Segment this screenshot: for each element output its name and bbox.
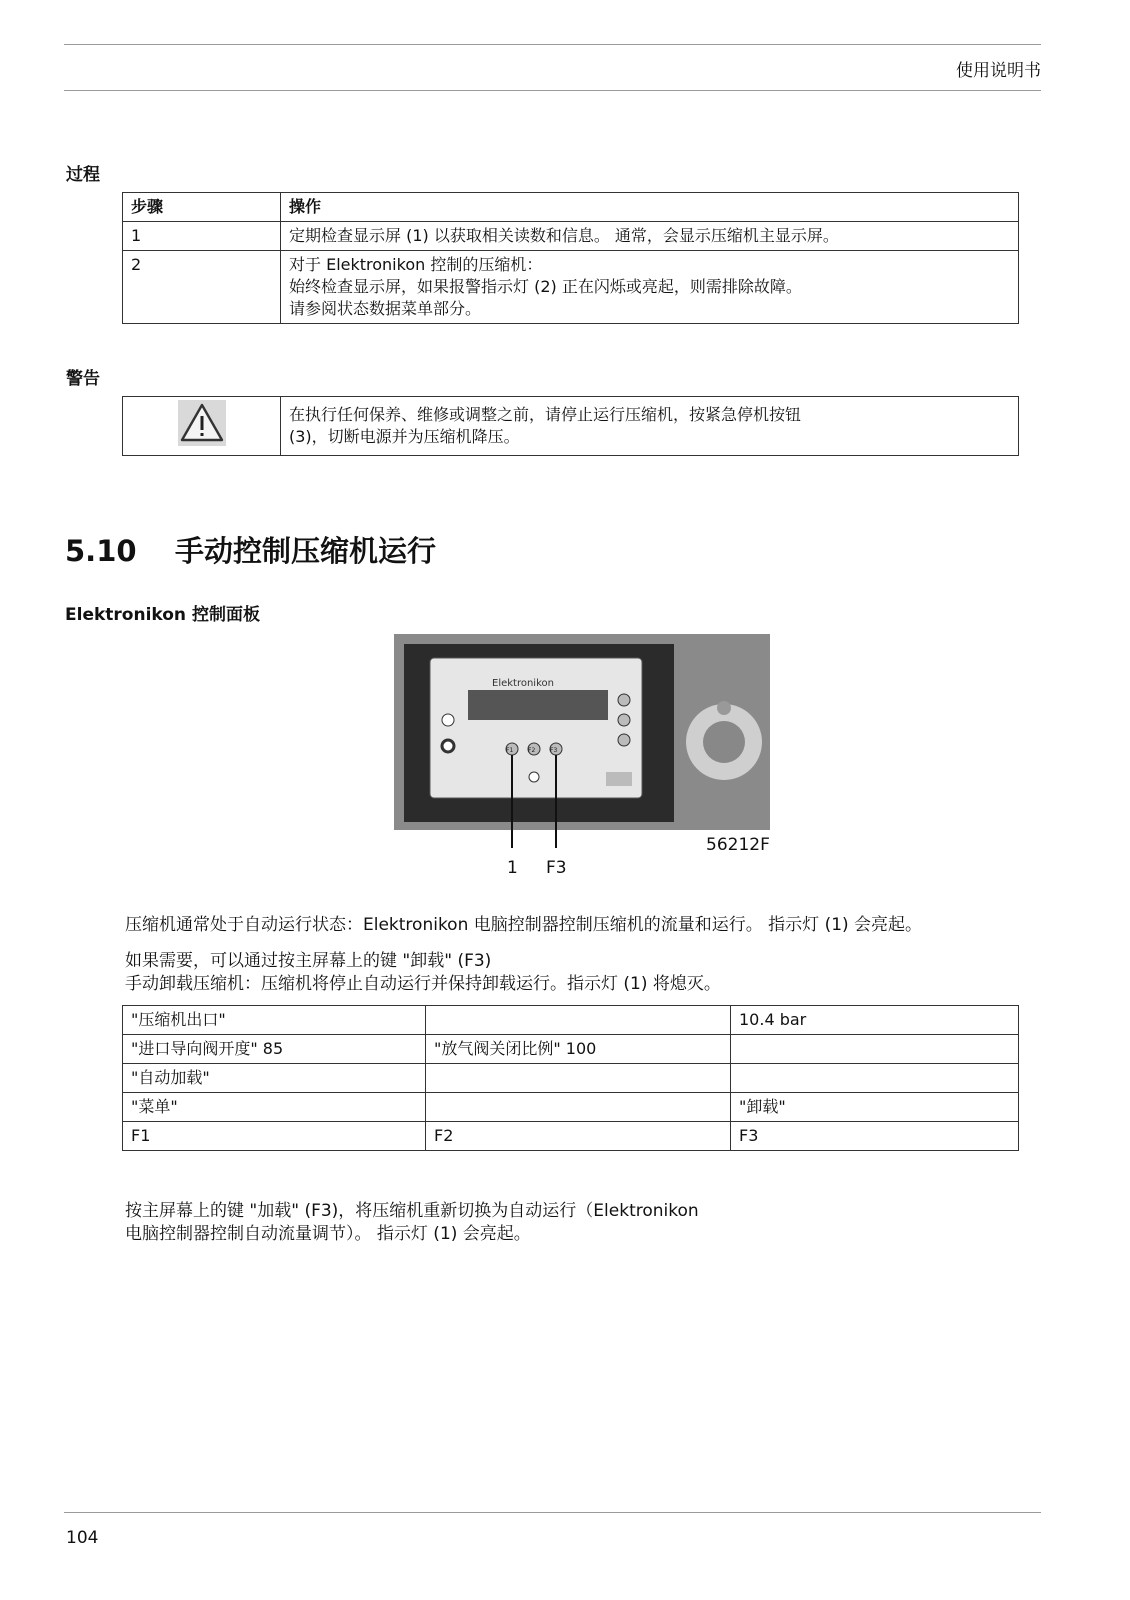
warning-text: (3)，切断电源并为压缩机降压。 xyxy=(289,427,520,446)
header-bottom-rule xyxy=(64,90,1041,91)
paragraph xyxy=(125,950,721,996)
figure-id: 56212F xyxy=(706,835,770,855)
table-row xyxy=(123,1035,1019,1064)
table-cell: 10.4 bar xyxy=(731,1006,1019,1035)
panel-key-f1: F1 xyxy=(506,747,514,754)
paragraph: 压缩机通常处于自动运行状态：Elektronikon 电脑控制器控制压缩机的流量和运行。 指示灯 (1) 会亮起。 xyxy=(125,915,923,935)
table-cell: F3 xyxy=(731,1122,1019,1151)
table-cell xyxy=(731,1035,1019,1064)
table-row xyxy=(123,1093,1019,1122)
footer-rule xyxy=(64,1512,1041,1513)
table-cell: "菜单" xyxy=(123,1093,426,1122)
callout-1: 1 xyxy=(507,858,518,878)
step-number: 2 xyxy=(123,251,281,324)
procedure-table xyxy=(122,192,1019,324)
action-text: 始终检查显示屏，如果报警指示灯 (2) 正在闪烁或亮起，则需排除故障。 xyxy=(289,277,802,296)
action-text: 定期检查显示屏 (1) 以获取相关读数和信息。 通常，会显示压缩机主显示屏。 xyxy=(289,226,839,245)
table-row xyxy=(123,251,1019,324)
table-cell: "卸载" xyxy=(731,1093,1019,1122)
table-row xyxy=(123,1122,1019,1151)
header-top-rule xyxy=(64,44,1041,45)
table-row xyxy=(123,1064,1019,1093)
procedure-heading: 过程 xyxy=(66,165,100,185)
table-cell: "自动加载" xyxy=(123,1064,426,1093)
paragraph-line: 手动卸载压缩机：压缩机将停止自动运行并保持卸载运行。指示灯 (1) 将熄灭。 xyxy=(125,974,721,994)
panel-brand: Elektronikon xyxy=(492,678,554,689)
paragraph-line: 如果需要，可以通过按主屏幕上的键 "卸载" (F3) xyxy=(125,951,492,971)
table-cell: "进口导向阀开度" 85 xyxy=(123,1035,426,1064)
table-cell xyxy=(731,1064,1019,1093)
section-title xyxy=(65,529,436,570)
table-cell xyxy=(426,1006,731,1035)
panel-key-f3: F3 xyxy=(550,747,558,754)
paragraph-line: 电脑控制器控制自动流量调节）。 指示灯 (1) 会亮起。 xyxy=(125,1224,531,1244)
warning-table xyxy=(122,396,1019,456)
action-text: 请参阅状态数据菜单部分。 xyxy=(289,299,482,318)
document-title: 使用说明书 xyxy=(956,61,1041,81)
action-text: 对于 Elektronikon 控制的压缩机： xyxy=(289,255,543,274)
callout-f3: F3 xyxy=(546,858,567,878)
paragraph xyxy=(125,1200,699,1246)
control-panel-photo xyxy=(394,634,770,884)
paragraph-line: 按主屏幕上的键 "加载" (F3)，将压缩机重新切换为自动运行（Elektronikon xyxy=(125,1201,699,1221)
table-row xyxy=(123,1006,1019,1035)
table-cell: F1 xyxy=(123,1122,426,1151)
table-cell xyxy=(426,1064,731,1093)
section-number: 5.10 xyxy=(65,534,137,568)
col-step-header: 步骤 xyxy=(123,193,281,222)
panel-subtitle: Elektronikon 控制面板 xyxy=(65,605,260,625)
screen-table xyxy=(122,1005,1019,1151)
warning-triangle-icon xyxy=(178,400,226,446)
col-action-header: 操作 xyxy=(281,193,1019,222)
section-name: 手动控制压缩机运行 xyxy=(175,534,437,568)
page-number: 104 xyxy=(66,1528,99,1548)
table-cell: "放气阀关闭比例" 100 xyxy=(426,1035,731,1064)
control-panel-figure xyxy=(394,634,770,884)
warning-text: 在执行任何保养、维修或调整之前，请停止运行压缩机，按紧急停机按钮 xyxy=(289,405,802,424)
panel-key-f2: F2 xyxy=(528,747,536,754)
table-row xyxy=(123,222,1019,251)
step-number: 1 xyxy=(123,222,281,251)
table-cell: F2 xyxy=(426,1122,731,1151)
table-cell xyxy=(426,1093,731,1122)
warning-heading: 警告 xyxy=(66,369,100,389)
table-cell: "压缩机出口" xyxy=(123,1006,426,1035)
